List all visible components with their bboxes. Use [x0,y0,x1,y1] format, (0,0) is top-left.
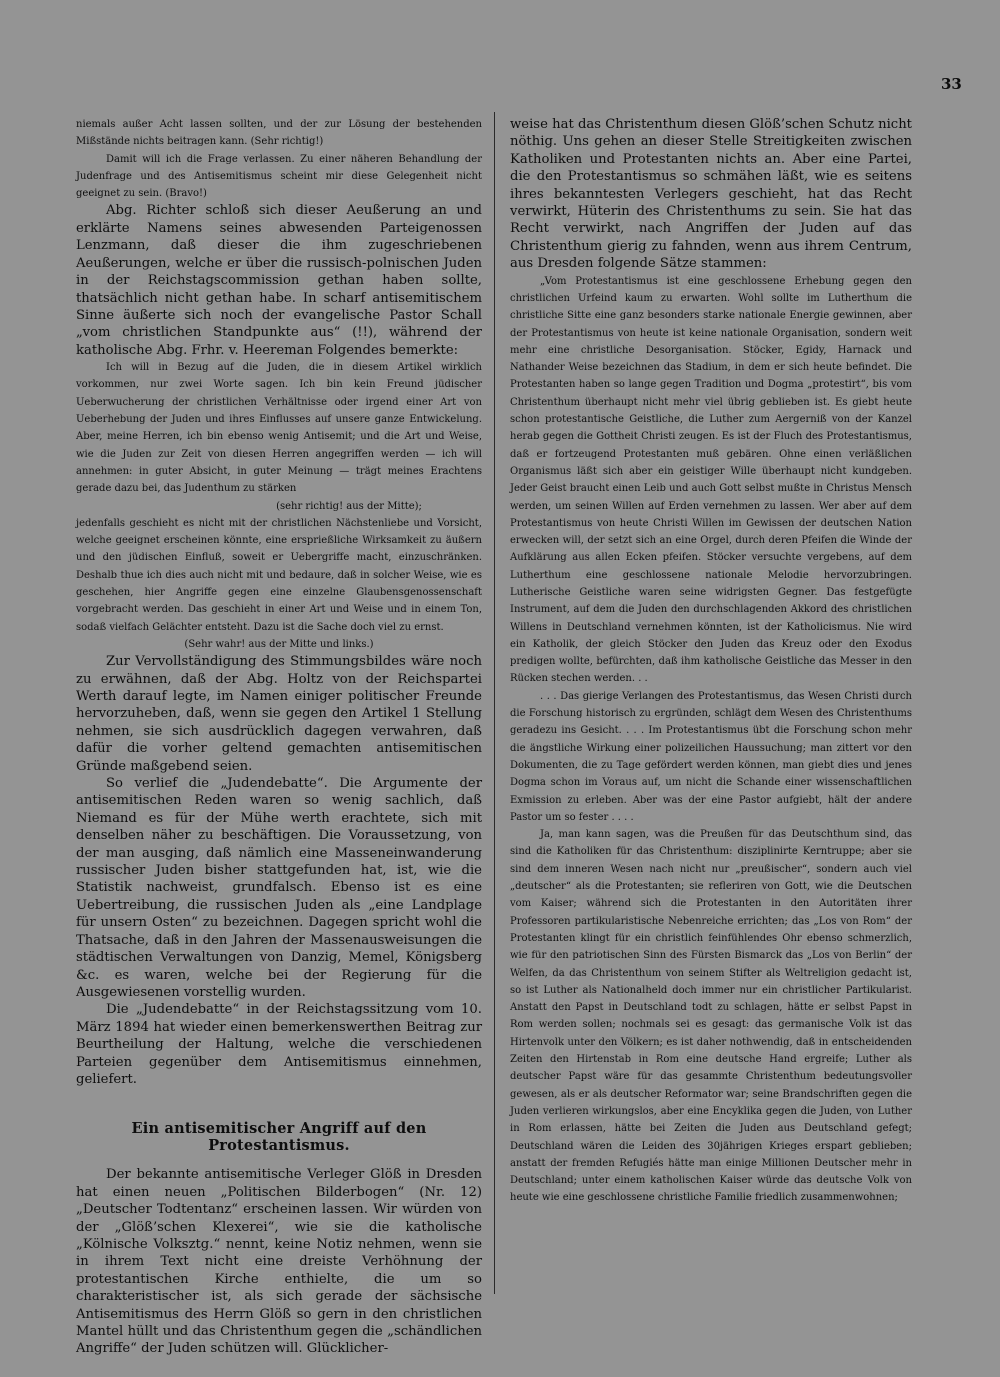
left-column-article-paragraphs [76,1166,482,1357]
paragraph: „Vom Protestantismus ist eine geschlossene Erhebung gegen den christlichen Urfeind kaum zu erwarten. Wohl sollte im Lutherthum die christliche Sitte eine ganz besonders starke nationale Energie gewinnen, aber der Protestantismus von heute ist keine nationale Organisation, sondern weit mehr eine christliche Desorganisation. Stöcker, Egidy, Harnack und Nathander Weise bezeichnen das Stadium, in dem er sich heute befindet. Die Protestanten haben so lange gegen Tradition und Dogma „protestirt“, bis vom Christenthum überhaupt nicht mehr viel übrig geblieben ist. Es giebt heute schon protestantische Geistliche, die Luther zum Aergerniß von der Kanzel herab gegen die Gottheit Christi zeugen. Es ist der Fluch des Protestantismus, daß er fortzeugend Protestanten muß gebären. Ohne einen verläßlichen Organismus läßt sich aber ein geistiger Wille überhaupt nicht kundgeben. Jeder Geist braucht einen Leib und auch Gott selbst mußte in Christus Mensch werden, um seinen Willen auf Erden vernehmen zu lassen. Wer aber auf dem Protestantismus von heute Christi Willen im Gewissen der deutschen Nation erwecken will, der setzt sich an eine Orgel, durch deren Pfeifen die Winde der Aufklärung aus allen Ecken pfeifen. Stöcker versuchte vergebens, auf dem Lutherthum eine geschlossene nationale Melodie hervorzubringen. Lutherische Geistliche waren seine widrigsten Gegner. Das festgefügte Instrument, auf dem die Juden den durchschlagenden Akkord des christlichen Willens in Deutschland vernehmen könnten, ist der Katholicismus. Nie wird ein Katholik, der gleich Stöcker den Juden das Kreuz oder den Exodus predigen wollte, befürchten, daß ihm katholische Geistliche das Messer in den Rücken stechen werden. . . [510,275,912,685]
paragraph: Ja, man kann sagen, was die Preußen für das Deutschthum sind, das sind die Katholiken für das Christenthum: disziplinirte Kerntruppe; aber sie sind dem inneren Wesen nach nicht nur „preußischer“, sondern auch viel „deutscher“ als die Protestanten; sie refleriren von Gott, wie die Deutschen vom Kaiser; während sich die Protestanten in den Autoritäten ihrer Professoren partikularistische Nebenreiche errichten; das „Los von Rom“ der Protestanten klingt für ein christlich feinfühlendes Ohr ebenso schmerzlich, wie für den patriotischen Sinn des Fürsten Bismarck das „Los von Berlin“ der Welfen, da das Christenthum von seinem Stifter als Weltreligion gedacht ist, so ist Luther als Nationalheld doch immer nur ein christlicher Partikularist. Anstatt den Papst in Deutschland todt zu schlagen, hätte er selbst Papst in Rom werden sollen; nochmals sei es gesagt: das germanische Volk ist das Hirtenvolk unter den Völkern; es ist daher nothwendig, daß in entscheidenden Zeiten den Hirtenstab in Rom eine deutsche Hand ergreife; Luther als deutscher Papst wäre für das gesammte Christenthum bedeutungsvoller gewesen, als er als deutscher Reformator war; seine Brandschriften gegen die Juden verlieren wirkungslos, aber eine Encyklika gegen die Juden, von Luther in Rom erlassen, hätte bei Zeiten die Juden aus Deutschland gefegt; Deutschland wären die Leiden des 30jährigen Krieges erspart geblieben; anstatt der fremden Refugiés hätte man einige Millionen Deutscher mehr in Deutschland; unter einem katholischen Kaiser würde das deutsche Volk von heute wie eine geschlossene christliche Familie friedlich zusammenwohnen; [510,829,912,1204]
paragraph: Abg. Richter schloß sich dieser Aeußerung an und erklärte Namens seines abwesenden Parteigenossen Lenzmann, daß dieser die ihm zugeschriebenen Aeußerungen, welche er über die russisch-polnischen Juden in der Reichstagscommission gethan haben sollte, thatsächlich nicht gethan habe. In scharf antisemitischem Sinne äußerte sich noch der evangelische Pastor Schall „vom christlichen Standpunkte aus“ (!!), während der katholische Abg. Frhr. v. Heereman Folgendes bemerkte: [76,203,482,358]
column-divider [494,112,495,1294]
right-column-paragraphs [510,116,912,1207]
paragraph: So verlief die „Judendebatte“. Die Argumente der antisemitischen Reden waren so wenig sachlich, daß Niemand es für der Mühe werth erachtete, sich mit denselben näher zu beschäftigen. Die Voraussetzung, von der man ausging, daß nämlich eine Masseneinwanderung russischer Juden bisher stattgefunden hat, ist, wie die Statistik nachweist, grundfalsch. Ebenso ist es eine Uebertreibung, die russischen Juden als „eine Landplage für unsern Osten“ zu bezeichnen. Dagegen spricht wohl die Thatsache, daß in den Jahren der Massenausweisungen die städtischen Verwaltungen von Danzig, Memel, Königsberg &c. es waren, welche bei der Regierung für die Ausgewiesenen vorstellig wurden. [76,776,482,1000]
paragraph: niemals außer Acht lassen sollten, und der zur Lösung der bestehenden Mißstände nichts beitragen kann. (Sehr richtig!) [76,119,482,148]
paragraph: Der bekannte antisemitische Verleger Glöß in Dresden hat einen neuen „Politischen Bilderbogen“ (Nr. 12) „Deutscher Todtentanz“ erscheinen lassen. Wir würden von der „Glöß’schen Klexerei“, wie sie die katholische „Kölnische Volksztg.“ nennt, keine Notiz nehmen, wenn sie in ihrem Text nicht eine dreiste Verhöhnung der protestantischen Kirche enthielte, die um so charakteristischer ist, als sich gerade der sächsische Antisemitismus des Herrn Glöß so gern in den christlichen Mantel hüllt und das Christenthum gegen die „schändlichen Angriffe“ der Juden schützen will. Glücklicher- [76,1167,482,1357]
paragraph: . . . Das gierige Verlangen des Protestantismus, das Wesen Christi durch die Forschung historisch zu ergründen, schlägt dem Wesen des Christenthums geradezu ins Gesicht. . . . Im Protestantismus übt die Forschung schon mehr die ängstliche Wirkung einer polizeilichen Haussuchung; man zittert vor den Dokumenten, die zu Tage gefördert werden können, man giebt dies und jenes Dogma schon im Voraus auf, um nicht die Schande einer wissenschaftlichen Exmission zu erleben. Aber was der eine Pastor aufgiebt, hält der andere Pastor um so fester . . . . [510,690,912,823]
page-number: 33 [941,75,962,93]
paragraph: weise hat das Christenthum diesen Glöß’schen Schutz nicht nöthig. Uns gehen an dieser Stelle Streitigkeiten zwischen Katholiken und Protestanten nichts an. Aber eine Partei, die den Protestantismus so schmähen läßt, wie es seitens ihres bekanntesten Verlegers geschieht, hat das Recht verwirkt, Hüterin des Christenthums zu sein. Sie hat das Recht verwirkt, nach Angriffen der Juden auf das Christenthum gierig zu fahnden, wenn aus ihrem Centrum, aus Dresden folgende Sätze stammen: [510,117,912,272]
paragraph: (sehr richtig! aus der Mitte); [276,500,422,512]
paragraph: Die „Judendebatte“ in der Reichstagssitzung vom 10. März 1894 hat wieder einen bemerkenswerthen Beitrag zur Beurtheilung der Haltung, welche die verschiedenen Parteien gegenüber dem Antisemitismus einnehmen, geliefert. [76,1002,482,1087]
paragraph: Ich will in Bezug auf die Juden, die in diesem Artikel wirklich vorkommen, nur zwei Worte sagen. Ich bin kein Freund jüdischer Ueberwucherung der christlichen Verhältnisse oder irgend einer Art von Ueberhebung der Juden und ihres Einflusses auf unsere ganze Entwickelung. Aber, meine Herren, ich bin ebenso wenig Antisemit; und die Art und Weise, wie die Juden zur Zeit von diesen Herren angegriffen werden — ich will annehmen: in guter Absicht, in guter Meinung — trägt meines Erachtens gerade dazu bei, das Judenthum zu stärken [76,362,482,495]
right-column [510,116,912,1207]
paragraph: jedenfalls geschieht es nicht mit der christlichen Nächstenliebe und Vorsicht, welche geeignet erscheinen könnte, eine ersprießliche Wirksamkeit zu äußern und den jüdischen Einfluß, soweit er Uebergriffe macht, einzuschränken. Deshalb thue ich dies auch nicht mit und bedaure, daß in solcher Weise, wie es geschehen, hier Angriffe gegen eine einzelne Glaubensgenossenschaft vorgebracht werden. Das geschieht in einer Art und Weise und in einem Ton, sodaß vielfach Gelächter entsteht. Dazu ist die Sache doch viel zu ernst. [76,517,482,633]
paragraph: Damit will ich die Frage verlassen. Zu einer näheren Behandlung der Judenfrage und des Antisemitismus scheint mir diese Gelegenheit nicht geeignet zu sein. (Bravo!) [76,153,482,200]
left-column-paragraphs [76,116,482,1088]
left-column [76,116,482,1358]
paragraph: Zur Vervollständigung des Stimmungsbildes wäre noch zu erwähnen, daß der Abg. Holtz von der Reichspartei Werth darauf legte, im Namen einiger politischer Freunde hervorzuheben, daß, wenn sie gegen den Artikel 1 Stellung nehmen, sie sich ausdrücklich dagegen verwahren, daß dafür die vorher geltend gemachten antisemitischen Gründe maßgebend seien. [76,654,482,774]
paragraph: (Sehr wahr! aus der Mitte und links.) [184,638,374,650]
article-heading: Ein antisemitischer Angriff auf den Protestantismus. [131,1120,427,1155]
